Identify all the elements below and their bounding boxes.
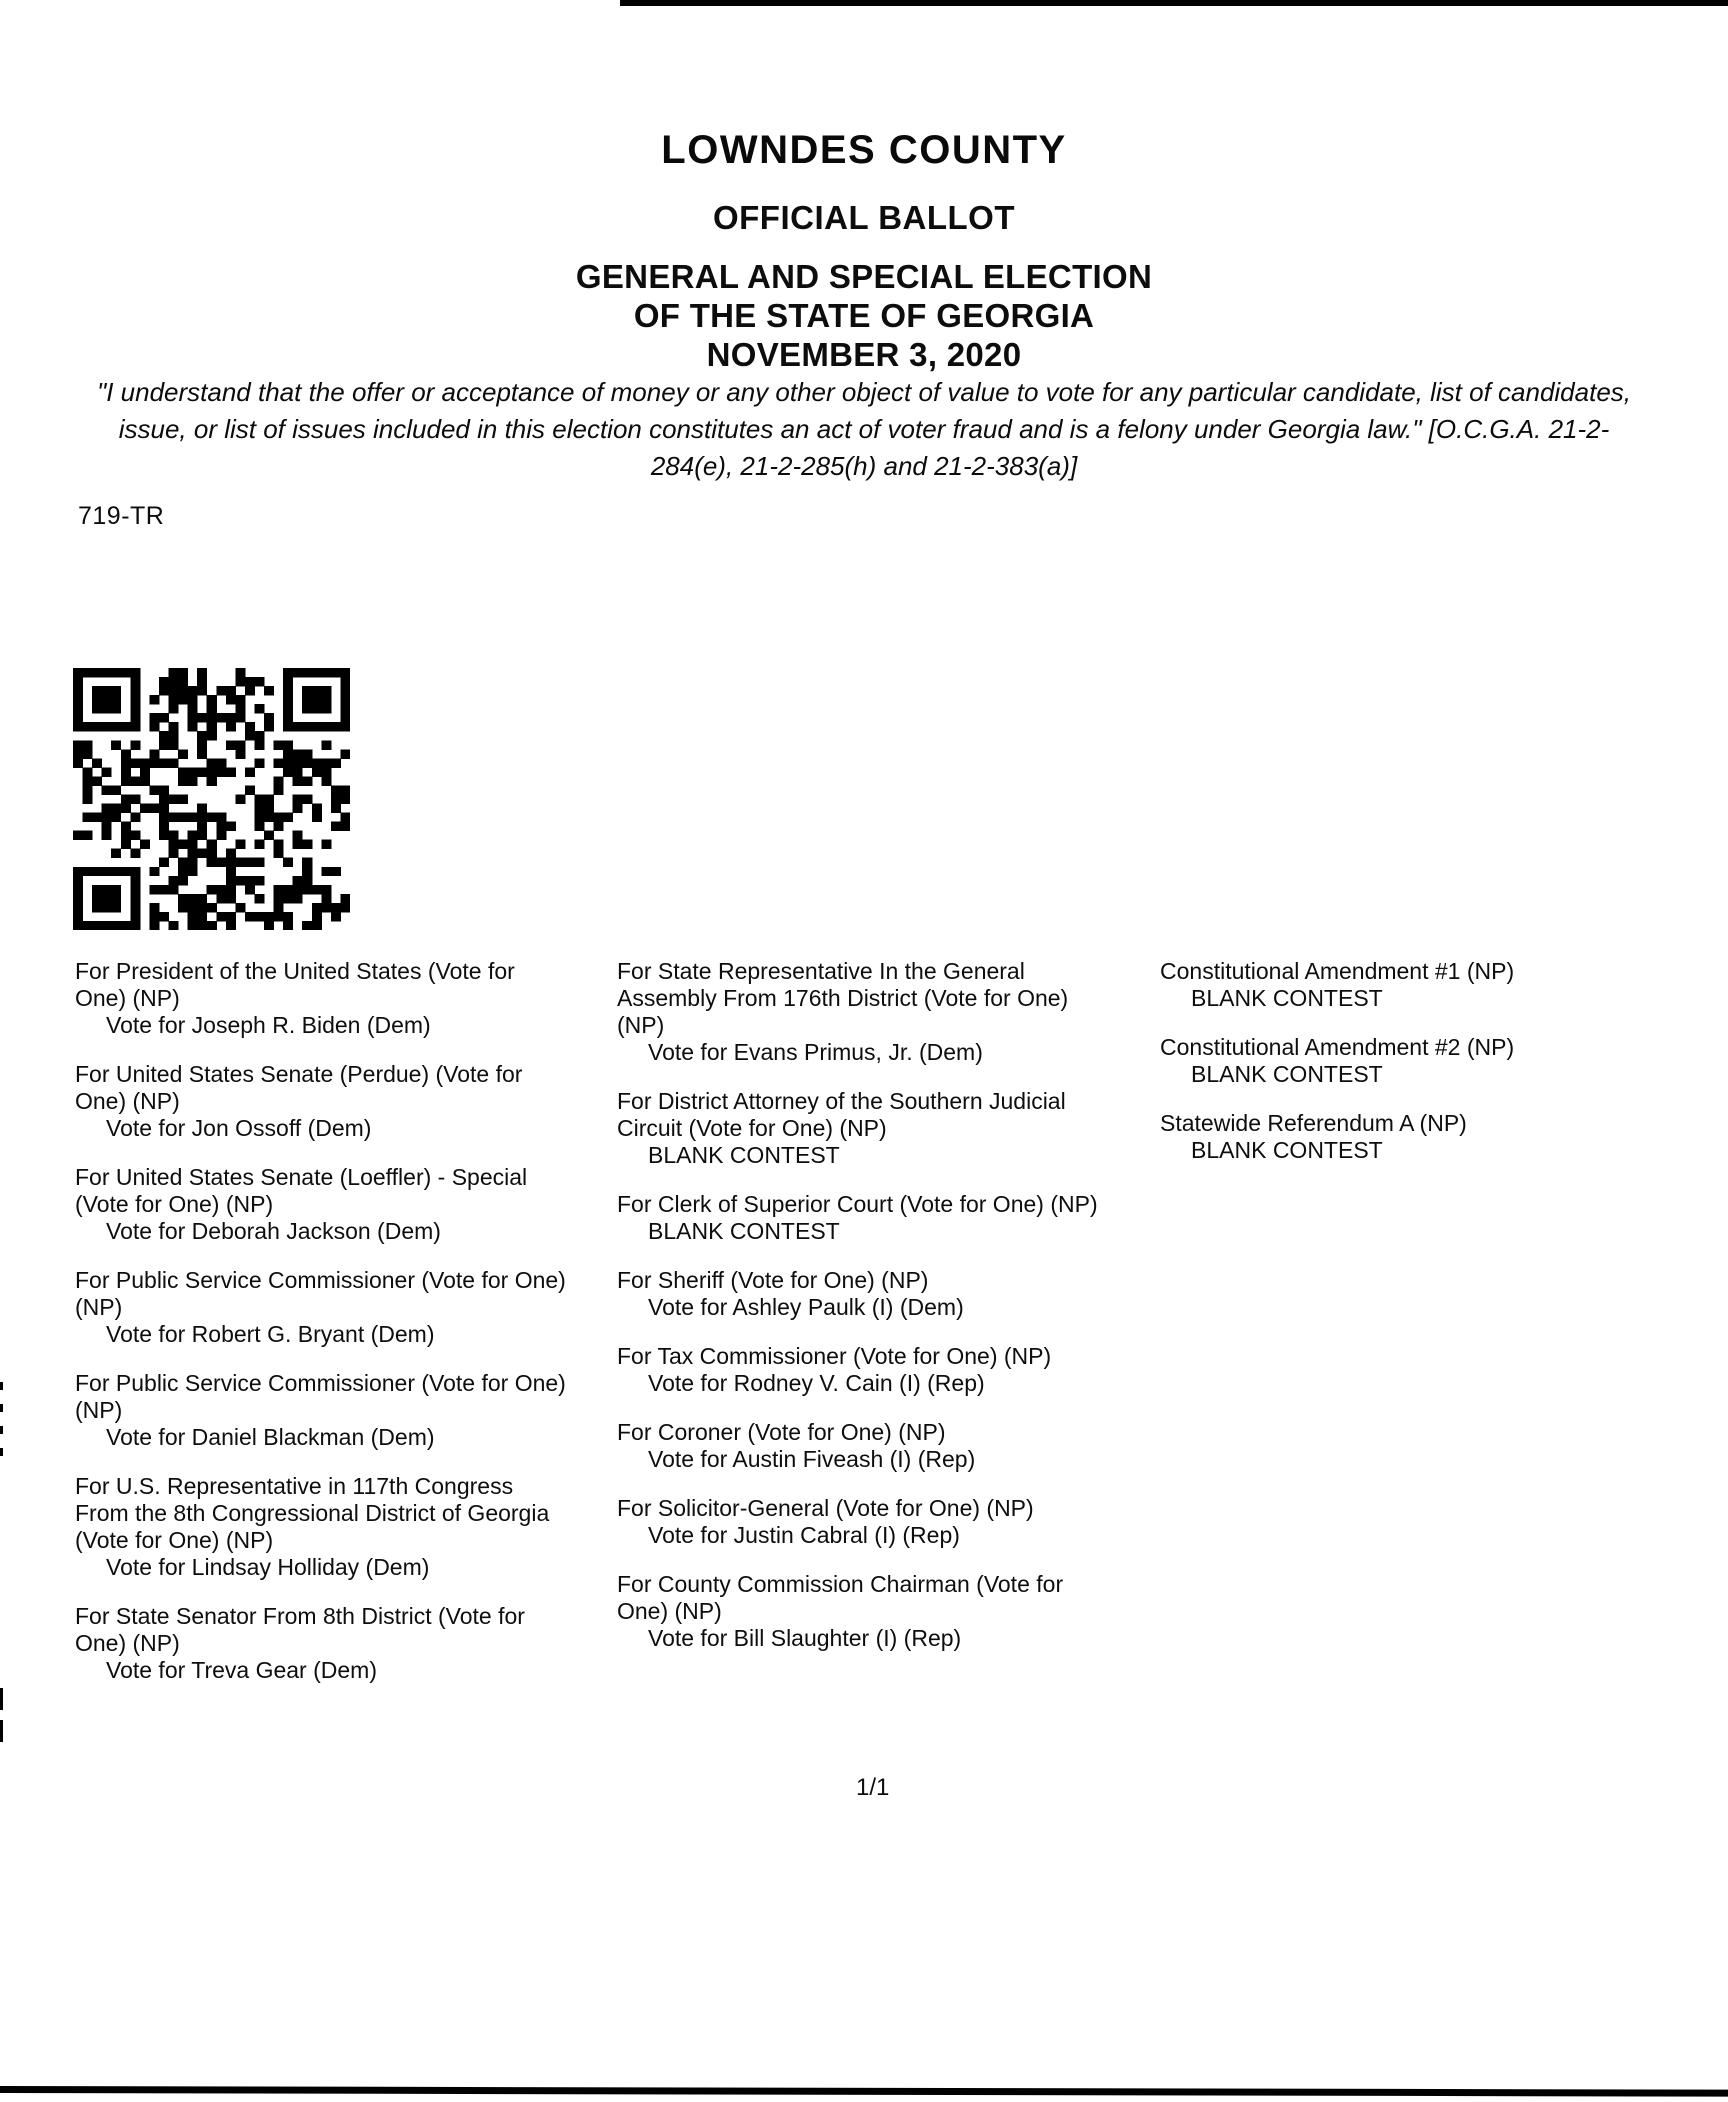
contest bbox=[617, 1495, 1109, 1549]
contest bbox=[617, 1267, 1109, 1321]
contest bbox=[1160, 1110, 1640, 1164]
contest-selection: BLANK CONTEST bbox=[1191, 1061, 1383, 1087]
election-title bbox=[0, 257, 1728, 374]
precinct-code: 719-TR bbox=[78, 502, 165, 530]
contest-selection: Vote for Robert G. Bryant (Dem) bbox=[106, 1321, 435, 1347]
contest-title: Constitutional Amendment #2 (NP) bbox=[1160, 1034, 1515, 1060]
contest bbox=[1160, 1034, 1640, 1088]
page-number: 1/1 bbox=[856, 1774, 890, 1801]
contest bbox=[617, 1571, 1109, 1652]
contest bbox=[617, 1088, 1109, 1169]
contest-title: For Solicitor-General (Vote for One) (NP) bbox=[617, 1495, 1034, 1521]
contest-title: For Clerk of Superior Court (Vote for One) (NP) bbox=[617, 1191, 1098, 1217]
ballot-header bbox=[0, 128, 1728, 374]
contest-title: For Coroner (Vote for One) (NP) bbox=[617, 1419, 946, 1445]
contest-title: Constitutional Amendment #1 (NP) bbox=[1160, 958, 1515, 984]
contest-selection: Vote for Daniel Blackman (Dem) bbox=[106, 1424, 435, 1450]
contest bbox=[617, 1191, 1109, 1245]
contest bbox=[1160, 958, 1640, 1012]
voter-fraud-disclaimer: "I understand that the offer or acceptance of money or any other object of value to vote for any particular candidate, list of candidates, issue, or list of issues included in this election constitutes an act of voter fraud and is a felony under Georgia law." [O.C.G.A. 21-2-284(e), 21-2-285(h) and 21-2-383(a)] bbox=[96, 377, 1632, 481]
ballot-type-title: OFFICIAL BALLOT bbox=[712, 199, 1016, 236]
ballot-qr-code bbox=[73, 668, 350, 930]
contest bbox=[75, 958, 567, 1039]
contest bbox=[75, 1164, 567, 1245]
contest-selection: Vote for Jon Ossoff (Dem) bbox=[106, 1115, 372, 1141]
contest-title: For Public Service Commissioner (Vote for One) (NP) bbox=[75, 1267, 566, 1320]
contest bbox=[75, 1603, 567, 1684]
contest bbox=[75, 1370, 567, 1451]
contest bbox=[617, 958, 1109, 1066]
contest-title: For State Senator From 8th District (Vote for One) (NP) bbox=[75, 1603, 525, 1656]
contest-column-1 bbox=[75, 958, 567, 1706]
scan-artifact-edge-dashes bbox=[0, 1382, 3, 1466]
contest bbox=[75, 1473, 567, 1581]
contest-selection: Vote for Lindsay Holliday (Dem) bbox=[106, 1554, 430, 1580]
contest-selection: Vote for Evans Primus, Jr. (Dem) bbox=[648, 1039, 983, 1065]
contest-selection: Vote for Austin Fiveash (I) (Rep) bbox=[648, 1446, 976, 1472]
contest-selection: BLANK CONTEST bbox=[1191, 1137, 1383, 1163]
contest-selection: Vote for Treva Gear (Dem) bbox=[106, 1657, 377, 1683]
contest-title: For United States Senate (Loeffler) - Special (Vote for One) (NP) bbox=[75, 1164, 528, 1217]
contest bbox=[75, 1061, 567, 1142]
contest-column-2 bbox=[617, 958, 1109, 1674]
contest-title: For U.S. Representative in 117th Congress From the 8th Congressional District of Georgia (Vote for One) (NP) bbox=[75, 1473, 550, 1553]
contest-selection: BLANK CONTEST bbox=[1191, 985, 1383, 1011]
contest-selection: BLANK CONTEST bbox=[648, 1142, 840, 1168]
contest-selection: Vote for Rodney V. Cain (I) (Rep) bbox=[648, 1370, 985, 1396]
contest-column-3 bbox=[1160, 958, 1640, 1186]
contest-title: For President of the United States (Vote for One) (NP) bbox=[75, 958, 515, 1011]
contest bbox=[617, 1419, 1109, 1473]
scan-artifact-edge-line bbox=[0, 1688, 3, 1746]
contest-title: For County Commission Chairman (Vote for One) (NP) bbox=[617, 1571, 1064, 1624]
scan-artifact-top-line bbox=[620, 0, 1728, 6]
county-title: LOWNDES COUNTY bbox=[661, 128, 1067, 172]
contest bbox=[617, 1343, 1109, 1397]
contest-selection: Vote for Joseph R. Biden (Dem) bbox=[106, 1012, 431, 1038]
election-title-line1: GENERAL AND SPECIAL ELECTION bbox=[575, 258, 1153, 295]
contest-title: Statewide Referendum A (NP) bbox=[1160, 1110, 1467, 1136]
contest-selection: Vote for Deborah Jackson (Dem) bbox=[106, 1218, 441, 1244]
contest-selection: Vote for Justin Cabral (I) (Rep) bbox=[648, 1522, 960, 1548]
contest-selection: Vote for Ashley Paulk (I) (Dem) bbox=[648, 1294, 964, 1320]
election-title-line2: OF THE STATE OF GEORGIA bbox=[633, 297, 1095, 334]
contest-title: For United States Senate (Perdue) (Vote for One) (NP) bbox=[75, 1061, 523, 1114]
contest-title: For Tax Commissioner (Vote for One) (NP) bbox=[617, 1343, 1052, 1369]
contest-title: For Sheriff (Vote for One) (NP) bbox=[617, 1267, 929, 1293]
scan-artifact-bottom-line bbox=[0, 2086, 1728, 2097]
election-date: NOVEMBER 3, 2020 bbox=[706, 336, 1022, 373]
contest-title: For Public Service Commissioner (Vote for One) (NP) bbox=[75, 1370, 566, 1423]
contest bbox=[75, 1267, 567, 1348]
contest-selection: BLANK CONTEST bbox=[648, 1218, 840, 1244]
contest-title: For State Representative In the General Assembly From 176th District (Vote for One) (NP) bbox=[617, 958, 1069, 1038]
contest-selection: Vote for Bill Slaughter (I) (Rep) bbox=[648, 1625, 962, 1651]
contest-title: For District Attorney of the Southern Judicial Circuit (Vote for One) (NP) bbox=[617, 1088, 1066, 1141]
